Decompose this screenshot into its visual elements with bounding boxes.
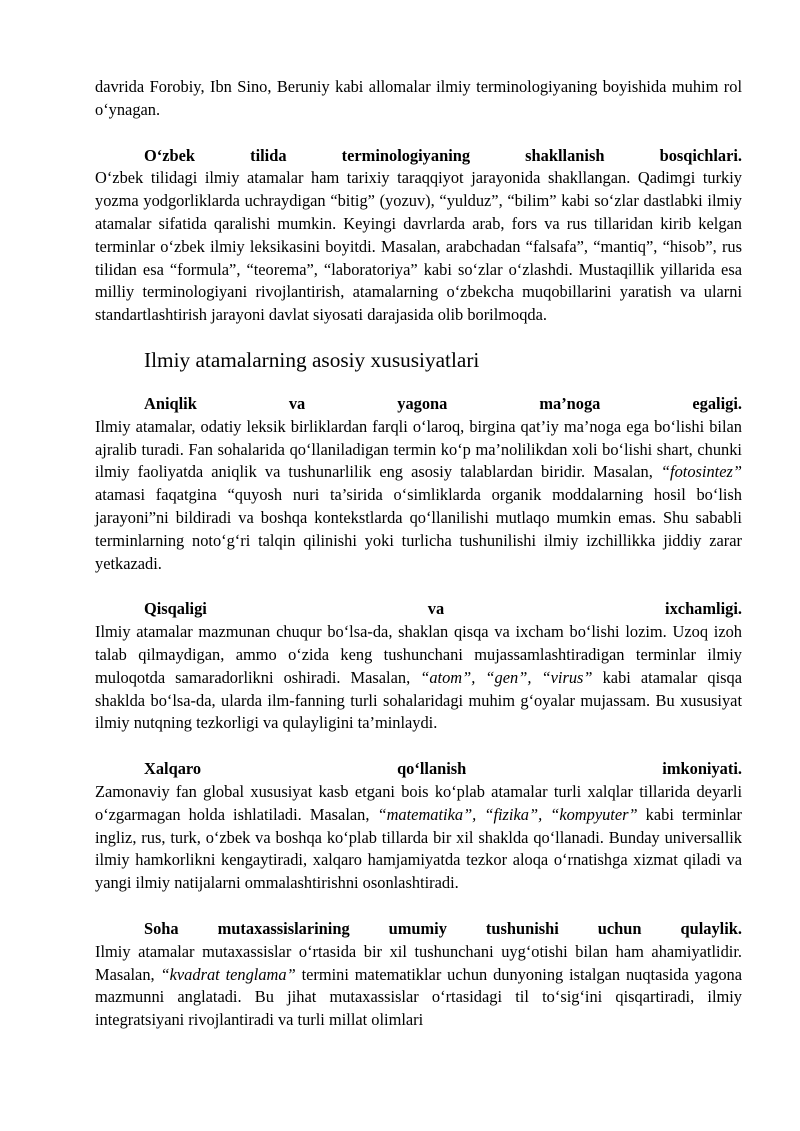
international-text-b: kabi terminlar ingliz, rus, turk, o‘zbek va boshqa ko‘plab tillarda bir xil shaklda qo‘llanadi. Bunday universallik ilmiy hamkorlikni kengaytiradi, xalqaro hamjamiyatda tezkor aloqa o‘rnatishga xizmat qiladi va yangi ilmiy natijalarni ommalashtirishni osonlashtiradi. — [95, 804, 742, 893]
accuracy-heading: Aniqlik va yagona ma’noga egaligi. — [144, 393, 742, 413]
section-title: Ilmiy atamalarning asosiy xususiyatlari — [144, 347, 480, 372]
accuracy-text-b: atamasi faqatgina “quyosh nuri ta’sirida o‘simliklarda organik moddalarning hosil bo‘lish jarayoni”ni bildiradi va boshqa kontekstlarda qo‘llanilishi mutlaqo mumkin emas. Shu sababli terminlarning noto‘g‘ri talqin qilinishi yoki turlicha tushunilishi ilmiy izchillikka jiddiy zarar yetkazadi. — [95, 485, 742, 573]
convenience-heading: Soha mutaxassislarining umumiy tushunishi uchun qulaylik. — [144, 918, 742, 938]
brevity-text-b: kabi atamalar qisqa shaklda bo‘lsa-da, ularda ilm-fanning turli sohalaridagi muhim g‘oyalar mujassam. Bu xususiyat ilmiy nutqning tezkorligi va qulayligini ta’minlaydi. — [95, 667, 742, 733]
brevity-heading: Qisqaligi va ixchamligi. — [144, 599, 742, 619]
international-heading: Xalqaro qo‘llanish imkoniyati. — [144, 759, 742, 779]
accuracy-term: “fotosintez” — [660, 462, 742, 482]
international-terms: “matematika”, “fizika”, “kompyuter” — [377, 804, 638, 824]
stages-heading: O‘zbek tilida terminologiyaning shakllanish bosqichlari. — [144, 145, 742, 165]
accuracy-paragraph — [95, 416, 742, 576]
international-text-a: Zamonaviy fan global xususiyat kasb etgani bois ko‘plab atamalar turli xalqlar tillarida deyarli o‘zgarmagan holda ishlatiladi. Masalan, — [95, 781, 742, 824]
brevity-paragraph — [95, 621, 742, 735]
convenience-text-a: Ilmiy atamalar mutaxassislar o‘rtasida bir xil tushunchani uyg‘otishi bilan ham ahamiyatlidir. Masalan, — [95, 941, 742, 984]
brevity-terms: “atom”, “gen”, “virus” — [420, 667, 593, 687]
convenience-term: “kvadrat tenglama” — [160, 964, 296, 984]
accuracy-text-a: Ilmiy atamalar, odatiy leksik birliklardan farqli o‘laroq, birgina qat’iy ma’noga ega bo‘lishi bilan ajralib turadi. Fan sohalarida qo‘llaniladigan termin ko‘p ma’nolilikdan xoli bo‘lishi shart, chunki ilmiy faoliyatda aniqlik va tushunarlilik eng asosiy talablardan biridir. Masalan, — [95, 416, 742, 482]
intro-paragraph: davrida Forobiy, Ibn Sino, Beruniy kabi allomalar ilmiy terminologiyaning boyishida muhim rol o‘ynagan. — [95, 77, 742, 119]
convenience-text-b: termini matematiklar uchun dunyoning istalgan nuqtasida yagona mazmunni anglatadi. Bu jihat mutaxassislar o‘rtasidagi til to‘sig‘ini qisqartiradi, ilmiy integratsiyani rivojlantiradi va turli millat olimlari — [95, 964, 742, 1030]
brevity-text-a: Ilmiy atamalar mazmunan chuqur bo‘lsa-da, shaklan qisqa va ixcham bo‘lishi lozim. Uzoq izoh talab qilmaydigan, ammo o‘zida keng tushunchani mujassamlashtiradigan terminlar ilmiy muloqotda samaradorlikni oshiradi. Masalan, — [95, 622, 742, 687]
convenience-paragraph — [95, 941, 742, 1032]
international-paragraph — [95, 781, 742, 895]
stages-paragraph: O‘zbek tilidagi ilmiy atamalar ham tarixiy taraqqiyot jarayonida shakllangan. Qadimgi turkiy yozma yodgorliklarda uchraydigan “bitig” (yozuv), “yulduz”, “bilim” kabi so‘zlar dastlabki ilmiy atamalar sifatida qaralishi mumkin. Keyingi davrlarda arab, fors va rus tillaridan kirib kelgan terminlar o‘zbek ilmiy leksikasini boyitdi. Masalan, arabchadan “falsafa”, “mantiq”, “hisob”, rus tilidan esa “formula”, “teorema”, “laboratoriya” kabi so‘zlar o‘zlashdi. Mustaqillik yillarida esa milliy terminologiyani rivojlantirish, atamalarning o‘zbekcha muqobillarini yaratish va ularni standartlashtirish jarayoni davlat siyosati darajasida olib borilmoqda. — [95, 168, 742, 325]
